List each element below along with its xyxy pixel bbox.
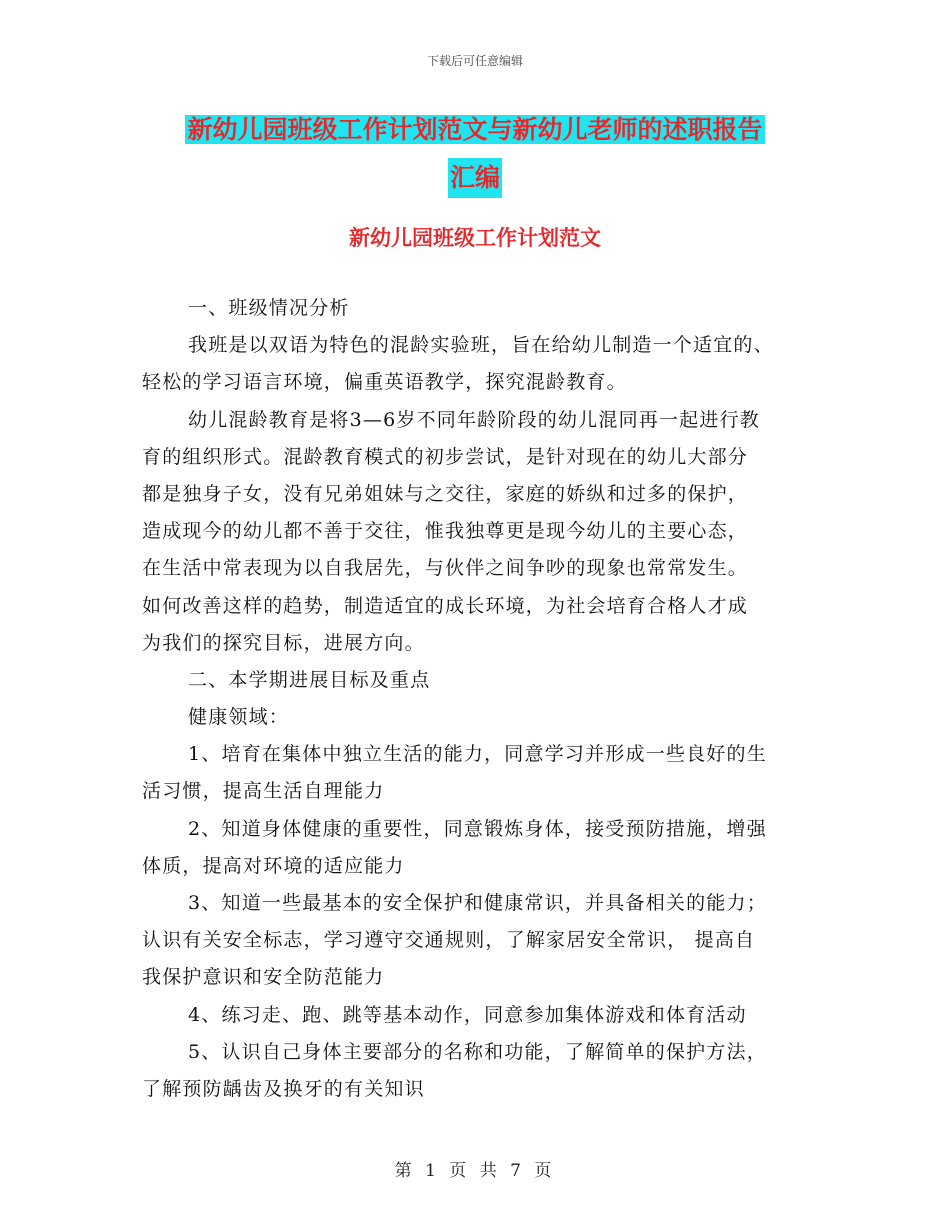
page-footer: 第 1 页 共 7 页 xyxy=(394,1161,556,1181)
text-line: 幼儿混龄教育是将3—6岁不同年龄阶段的幼儿混同再一起进行教 xyxy=(188,408,760,431)
text-line: 2、知道身体健康的重要性，同意锻炼身体，接受预防措施，增强 xyxy=(188,817,767,840)
text-line: 一、班级情况分析 xyxy=(188,297,350,319)
text-line: 轻松的学习语言环境，偏重英语教学，探究混龄教育。 xyxy=(142,371,627,394)
section-title: 新幼儿园班级工作计划范文 xyxy=(349,226,601,250)
text-line: 4、练习走、跑、跳等基本动作，同意参加集体游戏和体育活动 xyxy=(188,1003,747,1026)
body-text xyxy=(142,290,810,1108)
text-line: 3、知道一些最基本的安全保护和健康常识，并具备相关的能力； xyxy=(188,892,767,914)
document-title-line2: 汇编 xyxy=(448,158,502,198)
text-line: 1、培育在集体中独立生活的能力，同意学习并形成一些良好的生 xyxy=(188,743,767,766)
text-line: 活习惯，提高生活自理能力 xyxy=(142,780,385,803)
text-line: 如何改善这样的趋势，制造适宜的成长环境，为社会培育合格人才成 xyxy=(142,594,749,617)
text-line: 5、认识自己身体主要部分的名称和功能，了解简单的保护方法， xyxy=(188,1040,767,1063)
text-line: 健康领域： xyxy=(188,706,290,729)
text-line: 在生活中常表现为以自我居先，与伙伴之间争吵的现象也常常发生。 xyxy=(142,557,749,580)
text-line: 我保护意识和安全防范能力 xyxy=(142,966,385,989)
text-line: 二、本学期进展目标及重点 xyxy=(188,668,431,691)
text-line: 我班是以双语为特色的混龄实验班，旨在给幼儿制造一个适宜的、 xyxy=(188,334,774,357)
text-line: 为我们的探究目标，进展方向。 xyxy=(142,631,425,654)
text-line: 体质，提高对环境的适应能力 xyxy=(142,854,405,877)
text-line: 都是独身子女，没有兄弟姐妹与之交往，家庭的娇纵和过多的保护， xyxy=(142,482,749,505)
text-line: 了解预防龋齿及换牙的有关知识 xyxy=(142,1077,425,1100)
text-line: 育的组织形式。混龄教育模式的初步尝试，是针对现在的幼儿大部分 xyxy=(142,445,749,468)
text-line: 造成现今的幼儿都不善于交往，惟我独尊更是现今幼儿的主要心态， xyxy=(142,520,749,543)
document-title-line1: 新幼儿园班级工作计划范文与新幼儿老师的述职报告 xyxy=(187,115,763,144)
text-line: 认识有关安全标志，学习遵守交通规则，了解家居安全常识， 提高自 xyxy=(142,929,756,952)
page-header-note: 下载后可任意编辑 xyxy=(426,54,523,68)
document-title xyxy=(0,110,950,198)
